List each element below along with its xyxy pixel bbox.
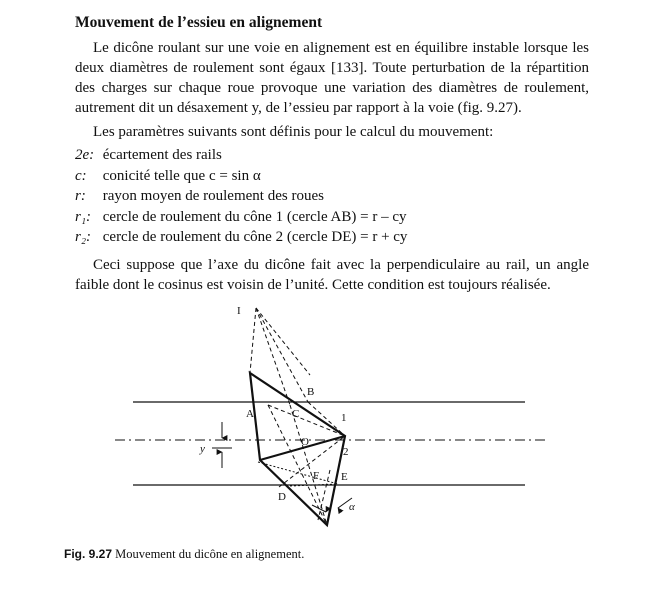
label-2: 2 bbox=[343, 446, 349, 458]
label-y: y bbox=[200, 443, 205, 455]
definition-term: r₁: bbox=[75, 208, 92, 225]
label-C: C bbox=[292, 408, 300, 420]
label-alpha: α bbox=[349, 501, 355, 513]
paragraph-intro: Le dicône roulant sur une voie en alignement est en équilibre instable lorsque les deux diamètres de roulement sont égaux [133]. Toute perturbation de la répartition des charges sur chaque roue provoque une variation des diamètres de roulement, autrement dit un désaxement y, de l’essieu par rapport à la voie (fig. 9.27). bbox=[75, 40, 589, 116]
definition-text: cercle de roulement du cône 1 (cercle AB) = r – cy bbox=[102, 208, 407, 225]
definition-text: cercle de roulement du cône 2 (cercle DE) = r + cy bbox=[102, 229, 408, 245]
construction-line bbox=[279, 436, 345, 487]
construction-line bbox=[256, 308, 310, 375]
definition-term: 2e: bbox=[75, 147, 95, 163]
paragraph-parameters: Les paramètres suivants sont définis pour le calcul du mouvement: bbox=[93, 124, 494, 140]
caption-text: Mouvement du dicône en alignement. bbox=[112, 547, 305, 561]
construction-line bbox=[268, 405, 327, 525]
construction-line bbox=[318, 470, 330, 520]
figure-caption bbox=[64, 547, 304, 562]
label-D: D bbox=[278, 491, 286, 503]
label-I: I bbox=[237, 305, 241, 317]
definition-text: rayon moyen de roulement des roues bbox=[102, 188, 324, 204]
label-O: O bbox=[301, 436, 309, 448]
construction-line bbox=[256, 308, 308, 402]
construction-line bbox=[308, 402, 345, 436]
label-B: B bbox=[307, 386, 315, 398]
definition-term: c: bbox=[75, 167, 87, 184]
construction-line bbox=[250, 308, 256, 373]
caption-number: Fig. 9.27 bbox=[64, 547, 113, 561]
label-E: E bbox=[341, 471, 348, 483]
definition-term: r: bbox=[75, 188, 86, 204]
construction-line bbox=[258, 462, 338, 484]
definition-text: conicité telle que c = sin α bbox=[102, 167, 261, 184]
label-1: 1 bbox=[341, 412, 347, 424]
section-heading: Mouvement de l’essieu en alignement bbox=[75, 14, 323, 31]
definition-text: écartement des rails bbox=[102, 147, 222, 163]
label-F: F bbox=[313, 470, 320, 482]
alpha-arrow-left bbox=[312, 505, 326, 512]
construction-line bbox=[256, 308, 290, 405]
paragraph-assumption: Ceci suppose que l’axe du dicône fait avec la perpendiculaire au rail, un angle faible dont le cosinus est voisin de l’unité. Cette condition est toujours réalisée. bbox=[75, 257, 589, 293]
definition-term: r₂: bbox=[75, 229, 92, 245]
label-A: A bbox=[246, 408, 254, 420]
